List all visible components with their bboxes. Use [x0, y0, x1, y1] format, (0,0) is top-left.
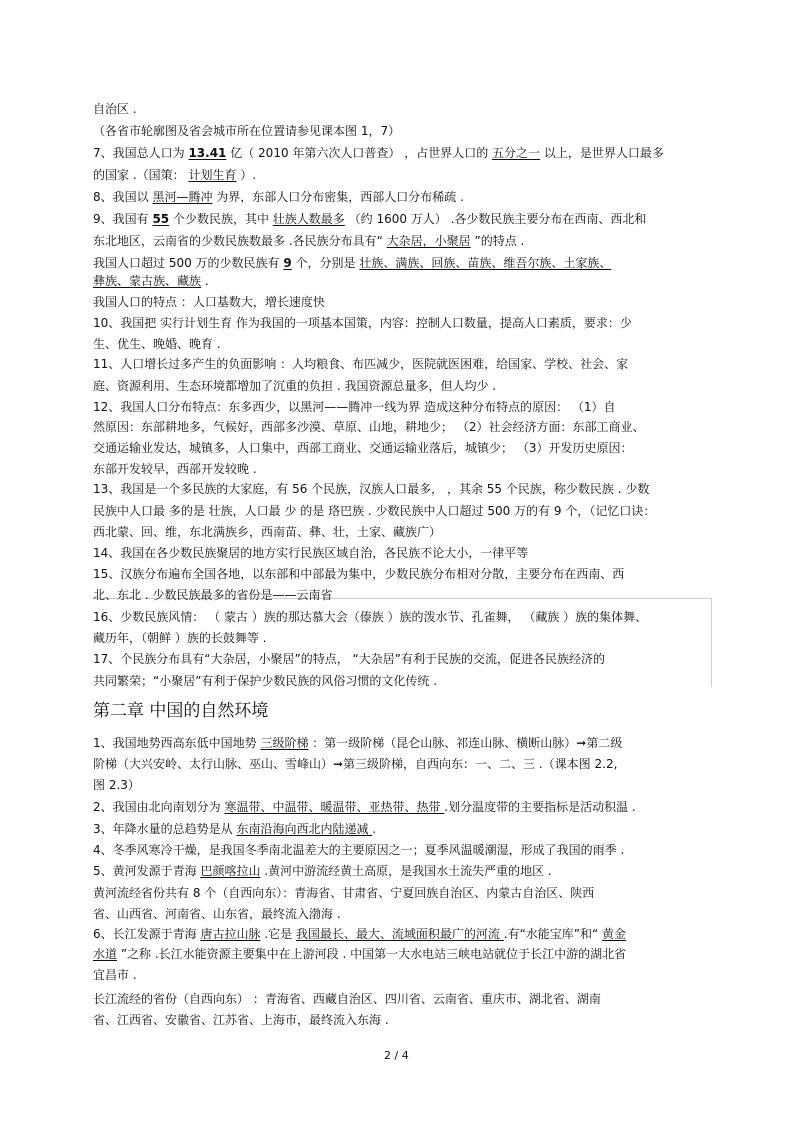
text-line: [93, 273, 209, 289]
text-segment: 14、我国在各少数民族聚居的地方实行民族区域自治，各民族不论大小，一律平等: [93, 546, 529, 560]
text-segment: 庭、资源利用、生态环境都增加了沉重的负担 . 我国资源总量多，但人均少 .: [93, 379, 497, 393]
text-segment: 自治区 .: [93, 102, 137, 116]
text-segment: 宜昌市 .: [93, 968, 137, 982]
underlined-answer: 三级阶梯: [260, 736, 309, 750]
text-line: [93, 378, 496, 394]
underlined-answer: 五分之一: [492, 146, 541, 160]
text-line: [93, 946, 626, 962]
text-line: [93, 1012, 389, 1028]
text-segment: .: [201, 274, 209, 288]
text-segment: 交通运输业发达，城镇多，人口集中，西部工商业、交通运输业落后，城镇少； （3）开发历史原因：: [93, 441, 633, 455]
text-segment: .有“水能宝库”和“: [503, 927, 603, 941]
underlined-answer: 黑河—腾冲: [152, 190, 213, 204]
text-segment: 3、年降水量的总趋势是从: [93, 822, 237, 836]
text-segment: 然原因：东部耕地多，气候好，西部多沙漠、草原、山地，耕地少； （2）社会经济方面：东部工商业、: [93, 420, 645, 434]
text-line: [93, 481, 649, 497]
text-segment: 9、我国有: [93, 212, 153, 226]
text-line: [93, 777, 140, 793]
text-segment: 民族中人口最 多的是 壮族，人口最 少 的是 珞巴族 . 少数民族中人口超过 500 万的有 9 个，（记忆口诀：: [93, 504, 656, 518]
text-segment: 的国家 .（国策：: [93, 168, 189, 182]
text-line: [93, 566, 624, 582]
text-segment: 6、长江发源于青海: [93, 927, 201, 941]
text-segment: 黄河流经省份共有 8 个（自西向东）：青海省、甘肃省、宁夏回族自治区、内蒙古自治区、陕西: [93, 886, 595, 900]
text-segment: 省、山西省、河南省、山东省，最终流入渤海 .: [93, 907, 341, 921]
text-segment: 藏历年，（朝鲜 ）族的长鼓舞等 .: [93, 631, 267, 645]
text-line: [93, 336, 221, 352]
text-segment: 15、汉族分布遍布全国各地，以东部和中部最为集中，少数民族分布相对分散，主要分布在西南、西: [93, 567, 625, 581]
text-segment: 17、个民族分布具有“大杂居，小聚居”的特点， “大杂居”有利于民族的交流，促进各民族经济的: [93, 652, 605, 666]
text-line: [93, 255, 611, 271]
underlined-answer: 大杂居，小聚居: [386, 234, 471, 248]
text-segment: 省、江西省、安徽省、江苏省、上海市，最终流入东海 .: [93, 1013, 389, 1027]
text-line: [93, 123, 400, 139]
text-line: [93, 587, 332, 603]
text-line: [93, 356, 628, 372]
text-segment: .划分温度带的主要指标是活动积温 .: [444, 800, 636, 814]
text-line: [93, 885, 594, 901]
text-line: [93, 967, 137, 983]
text-line: [93, 315, 632, 331]
text-line: [93, 545, 528, 561]
text-line: [93, 101, 137, 117]
text-line: [93, 294, 325, 310]
text-line: [93, 756, 617, 772]
underlined-answer: 唐古拉山脉: [200, 927, 261, 941]
underlined-answer: 壮族人数最多: [272, 212, 345, 226]
text-line: [93, 821, 376, 837]
text-line: [93, 991, 601, 1007]
text-segment: 16、少数民族风情： （ 蒙古 ）族的那达慕大会（傣族 ）族的泼水节、孔雀舞， （藏族 ）族的集体舞、: [93, 610, 648, 624]
text-segment: 图 2.3）: [93, 778, 140, 792]
underlined-answer: 巴颜喀拉山: [200, 864, 261, 878]
underlined-answer: 计划生育: [188, 168, 237, 182]
text-line: [93, 189, 464, 205]
underlined-answer: 13.41: [188, 146, 227, 160]
underlined-answer: 彝族、蒙古族、藏族: [93, 274, 202, 288]
text-line: [93, 399, 616, 415]
text-segment: 5、黄河发源于青海: [93, 864, 201, 878]
text-segment: 1、我国地势西高东低中国地势: [93, 736, 261, 750]
text-line: [93, 419, 644, 435]
text-segment: 阶梯（大兴安岭、太行山脉、巫山、雪峰山）➞第三级阶梯，自西向东：一、二、三 .（课本图 2.2,: [93, 757, 618, 771]
text-segment: ：第一级阶梯（昆仑山脉、祁连山脉、横断山脉）➞第二级: [308, 736, 623, 750]
text-line: [93, 842, 624, 858]
text-segment: .它是: [260, 927, 296, 941]
text-segment: 4、冬季风寒冷干燥，是我国冬季南北温差大的主要原因之一；夏季风温暖潮湿，形成了我国的雨季 .: [93, 843, 625, 857]
text-segment: 以上，是世界人口最多: [540, 146, 664, 160]
text-segment: 西北蒙、回、维，东北满族乡，西南苗、彝、壮，土家、藏族广）: [93, 525, 442, 539]
underlined-answer: 黄金: [602, 927, 627, 941]
text-line: [93, 906, 341, 922]
text-segment: 共同繁荣；“小聚居”有利于保护少数民族的风俗习惯的文化传统 .: [93, 674, 438, 688]
text-segment: 11、人口增长过多产生的负面影响 ：人均粮食、布匹减少，医院就医困难，给国家、学校、社会、家: [93, 357, 629, 371]
text-segment: ）.: [236, 168, 257, 182]
text-line: [93, 233, 524, 249]
text-segment: 东北地区，云南省的少数民族数最多 .各民族分布具有“: [93, 234, 387, 248]
text-line: [93, 167, 256, 183]
text-line: [93, 630, 266, 646]
underlined-answer: 东南沿海向西北内陆递减: [236, 822, 373, 836]
text-segment: 13、我国是一个多民族的大家庭，有 56 个民族，汉族人口最多， ，其余 55 个民族，称少数民族 . 少数: [93, 482, 650, 496]
text-segment: 个，分别是: [291, 256, 360, 270]
underlined-answer: 壮族、满族、回族、苗族、维吾尔族、土家族、: [359, 256, 612, 270]
text-line: [93, 440, 632, 456]
underlined-answer: 55: [152, 212, 170, 226]
text-segment: ”之称 .长江水能资源主要集中在上游河段 . 中国第一大水电站三峡电站就位于长江中游的湖北省: [117, 947, 627, 961]
text-segment: （约 1600 万人） .各少数民族主要分布在西南、西北和: [344, 212, 647, 226]
underlined-answer: 寒温带、中温带、暖温带、亚热带、热带: [224, 800, 445, 814]
text-line: [93, 735, 622, 751]
text-segment: 我国人口的特点 ：人口基数大，增长速度快: [93, 295, 325, 309]
text-segment: .黄河中游流经黄土高原，是我国水土流失严重的地区 .: [260, 864, 552, 878]
text-line: [93, 503, 655, 519]
text-line: [93, 461, 257, 477]
text-line: [93, 926, 626, 942]
page-number: 2 / 4: [384, 1049, 409, 1062]
text-line: [93, 145, 664, 161]
text-line: [93, 651, 605, 667]
text-segment: 个少数民族，其中: [169, 212, 273, 226]
text-line: [93, 211, 646, 227]
text-segment: 我国人口超过 500 万的少数民族有: [93, 256, 284, 270]
text-segment: （各省市轮廓图及省会城市所在位置请参见课本图 1，7）: [93, 124, 401, 138]
text-segment: 12、我国人口分布特点：东多西少，以黑河——腾冲一线为界 造成这种分布特点的原因： （1）自: [93, 400, 616, 414]
text-segment: ”的特点 .: [470, 234, 525, 248]
text-segment: 长江流经的省份（自西向东） ：青海省、西藏自治区、四川省、云南省、重庆市、湖北省、湖南: [93, 992, 601, 1006]
text-segment: 生、优生、晚婚、晚育 .: [93, 337, 221, 351]
text-segment: 8、我国以: [93, 190, 153, 204]
underlined-answer: 水道: [93, 947, 118, 961]
chapter-heading: 第二章 中国的自然环境: [93, 701, 269, 721]
text-segment: 北、东北 . 少数民族最多的省份是——云南省: [93, 588, 333, 602]
text-line: [93, 609, 647, 625]
text-segment: 2、我国由北向南划分为: [93, 800, 225, 814]
text-line: [93, 673, 437, 689]
text-segment: 亿（ 2010 年第六次人口普查） ，占世界人口的: [226, 146, 493, 160]
text-segment: 10、我国把 实行计划生育 作为我国的一项基本国策，内容：控制人口数量，提高人口素质，要求：少: [93, 316, 632, 330]
text-segment: .: [372, 822, 377, 836]
text-segment: 东部开发较早，西部开发较晚 .: [93, 462, 257, 476]
underlined-answer: 我国最长、最大、流域面积最广的河流: [295, 927, 504, 941]
underlined-answer: 9: [283, 256, 292, 270]
text-segment: 7、我国总人口为: [93, 146, 189, 160]
text-line: [93, 863, 552, 879]
text-line: [93, 524, 441, 540]
text-segment: 为界，东部人口分布密集，西部人口分布稀疏 .: [212, 190, 464, 204]
text-line: [93, 799, 636, 815]
